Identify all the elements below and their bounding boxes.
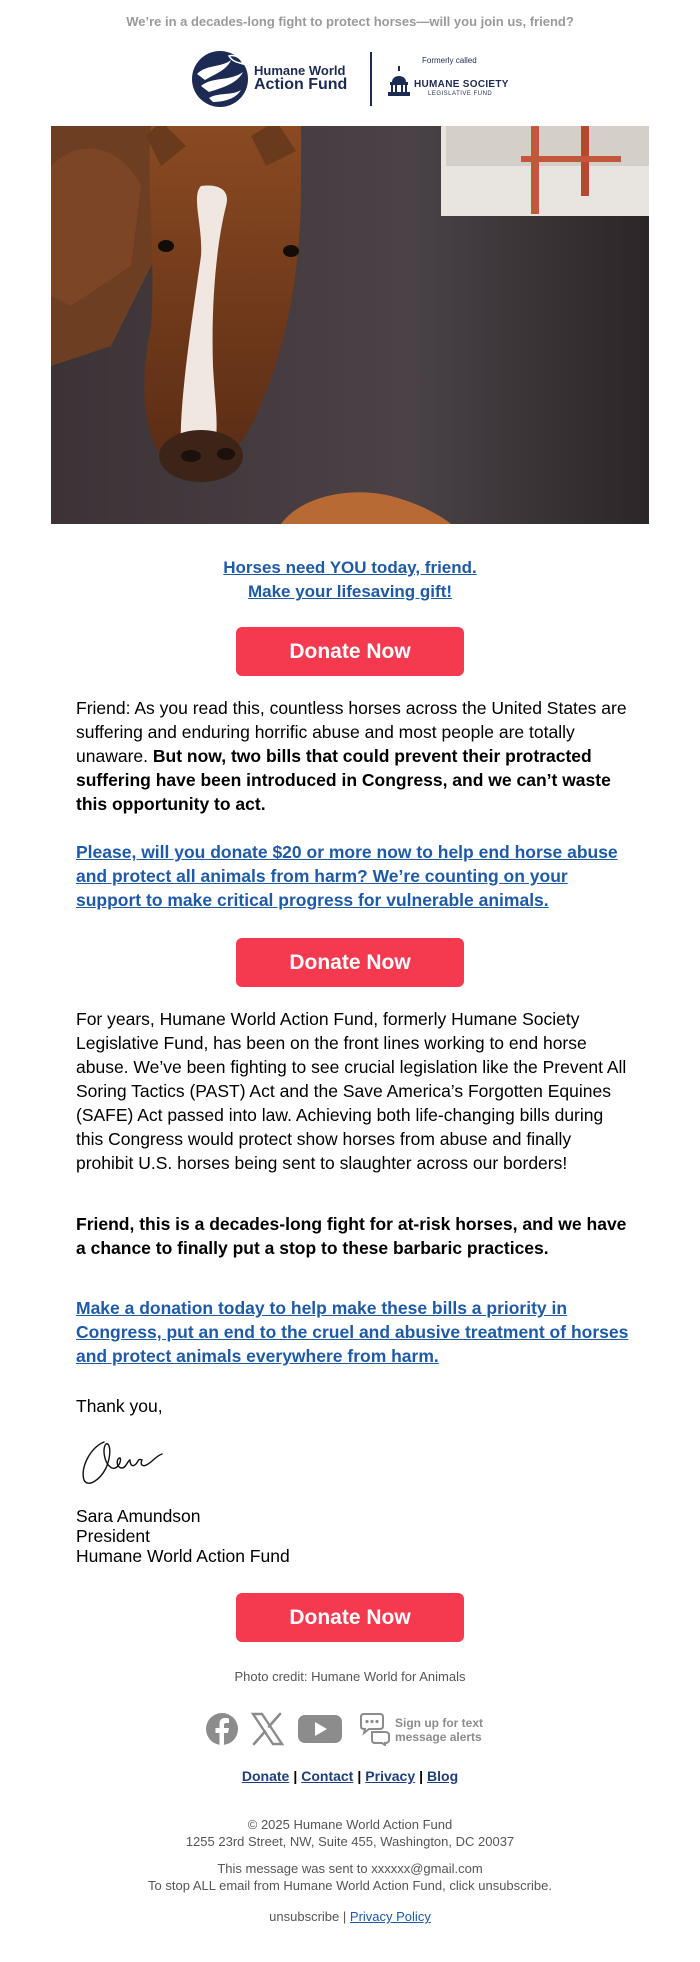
signer-title: President: [76, 1526, 150, 1546]
footer-link-blog[interactable]: Blog: [427, 1768, 459, 1784]
legislation-paragraph: For years, Humane World Action Fund, formerly Humane Society Legislative Fund, has been on the front lines working to end horse abuse. We’ve been fighting to see crucial legislation like the Prevent All Soring Tactics (PAST) Act and the Save America’s Forgotten Equines (SAFE) Act passed into law. Achieving both life-changing bills during this Congress would protect show horses from abuse and finally prohibit U.S. horses being sent to slaughter across our borders!: [76, 1009, 627, 1173]
signature-image: [76, 1434, 176, 1490]
text-alerts-line1: Sign up for text: [395, 1716, 483, 1730]
footer-link-donate[interactable]: Donate: [241, 1768, 290, 1784]
donation-appeal-link[interactable]: Please, will you donate $20 or more now to help end horse abuse and protect all animals from harm? We’re counting on your support to make critical progress for vulnerable animals.: [76, 842, 618, 910]
donation-priority-link[interactable]: Make a donation today to help make these bills a priority in Congress, put an end to the cruel and abusive treatment of horses and protect animals everywhere from harm.: [76, 1298, 629, 1366]
primary-logo-line1: Humane World: [254, 63, 346, 78]
footer-separator: |: [293, 1768, 298, 1784]
facebook-icon[interactable]: [205, 1712, 239, 1746]
primary-logo-line2: Action Fund: [254, 76, 348, 93]
capitol-dome-icon: [386, 66, 412, 96]
donation-priority-paragraph: [76, 1296, 632, 1368]
x-twitter-icon[interactable]: [250, 1712, 284, 1746]
former-logo-name: HUMANE SOCIETY: [414, 79, 509, 90]
donate-now-button-1[interactable]: Donate Now: [236, 627, 464, 676]
formerly-called-label: Formerly called: [422, 56, 477, 65]
signer-name: Sara Amundson: [76, 1506, 201, 1526]
text-alerts-signup-link[interactable]: [395, 1716, 483, 1744]
headline-link-2[interactable]: Make your lifesaving gift!: [247, 582, 453, 601]
primary-logo-name: [254, 64, 347, 93]
privacy-policy-link[interactable]: Privacy Policy: [349, 1909, 431, 1924]
former-logo-sub: LEGISLATIVE FUND: [428, 91, 493, 97]
photo-credit: Photo credit: Humane World for Animals: [234, 1669, 466, 1684]
unsubscribe-link[interactable]: unsubscribe: [269, 1909, 340, 1924]
logo-divider: [370, 52, 372, 106]
donate-now-button-3[interactable]: Donate Now: [236, 1593, 464, 1642]
chat-bubbles-icon[interactable]: [358, 1712, 392, 1746]
intro-paragraph: [76, 696, 632, 816]
donation-appeal-paragraph: [76, 840, 632, 912]
mailing-address: 1255 23rd Street, NW, Suite 455, Washington, DC 20037: [185, 1834, 515, 1849]
donate-now-button-2[interactable]: Donate Now: [236, 938, 464, 987]
stop-all-text: To stop ALL email from Humane World Action Fund, click unsubscribe.: [148, 1878, 552, 1893]
preheader-text: We’re in a decades-long fight to protect horses—will you join us, friend?: [126, 14, 574, 29]
recipient-notice: [0, 1860, 700, 1894]
horse-photo: [51, 126, 649, 524]
fight-bold-text: Friend, this is a decades-long fight for at-risk horses, and we have a chance to finally put a stop to these barbaric practices.: [76, 1214, 627, 1258]
footer-separator: |: [419, 1768, 424, 1784]
signer-org: Humane World Action Fund: [76, 1546, 290, 1566]
unsubscribe-row: [0, 1908, 700, 1925]
intro-bold-text: But now, two bills that could prevent their protracted suffering have been introduced in Congress, and we can’t waste this opportunity to act.: [76, 746, 611, 814]
sent-to-text: This message was sent to xxxxxx@gmail.com: [217, 1861, 483, 1876]
text-alerts-line2: message alerts: [395, 1730, 482, 1744]
logo-header: [0, 46, 700, 110]
intro-plain-text: Friend: As you read this, countless horses across the United States are suffering and enduring horrific abuse and most people are totally unaware.: [76, 698, 627, 766]
humane-world-logo-icon: [191, 50, 249, 108]
footer-separator: |: [357, 1768, 362, 1784]
footer-links: [0, 1768, 700, 1784]
footer-link-privacy[interactable]: Privacy: [365, 1768, 416, 1784]
copyright-block: [0, 1816, 700, 1850]
youtube-icon[interactable]: [297, 1712, 343, 1746]
fight-paragraph: [76, 1212, 632, 1260]
unsubscribe-separator: |: [342, 1909, 347, 1924]
thank-you-text: Thank you,: [76, 1396, 163, 1416]
signer-block: [76, 1506, 290, 1566]
footer-link-contact[interactable]: Contact: [301, 1768, 354, 1784]
headline: [0, 556, 700, 604]
headline-link-1[interactable]: Horses need YOU today, friend.: [223, 558, 477, 577]
copyright-text: © 2025 Humane World Action Fund: [247, 1817, 453, 1832]
